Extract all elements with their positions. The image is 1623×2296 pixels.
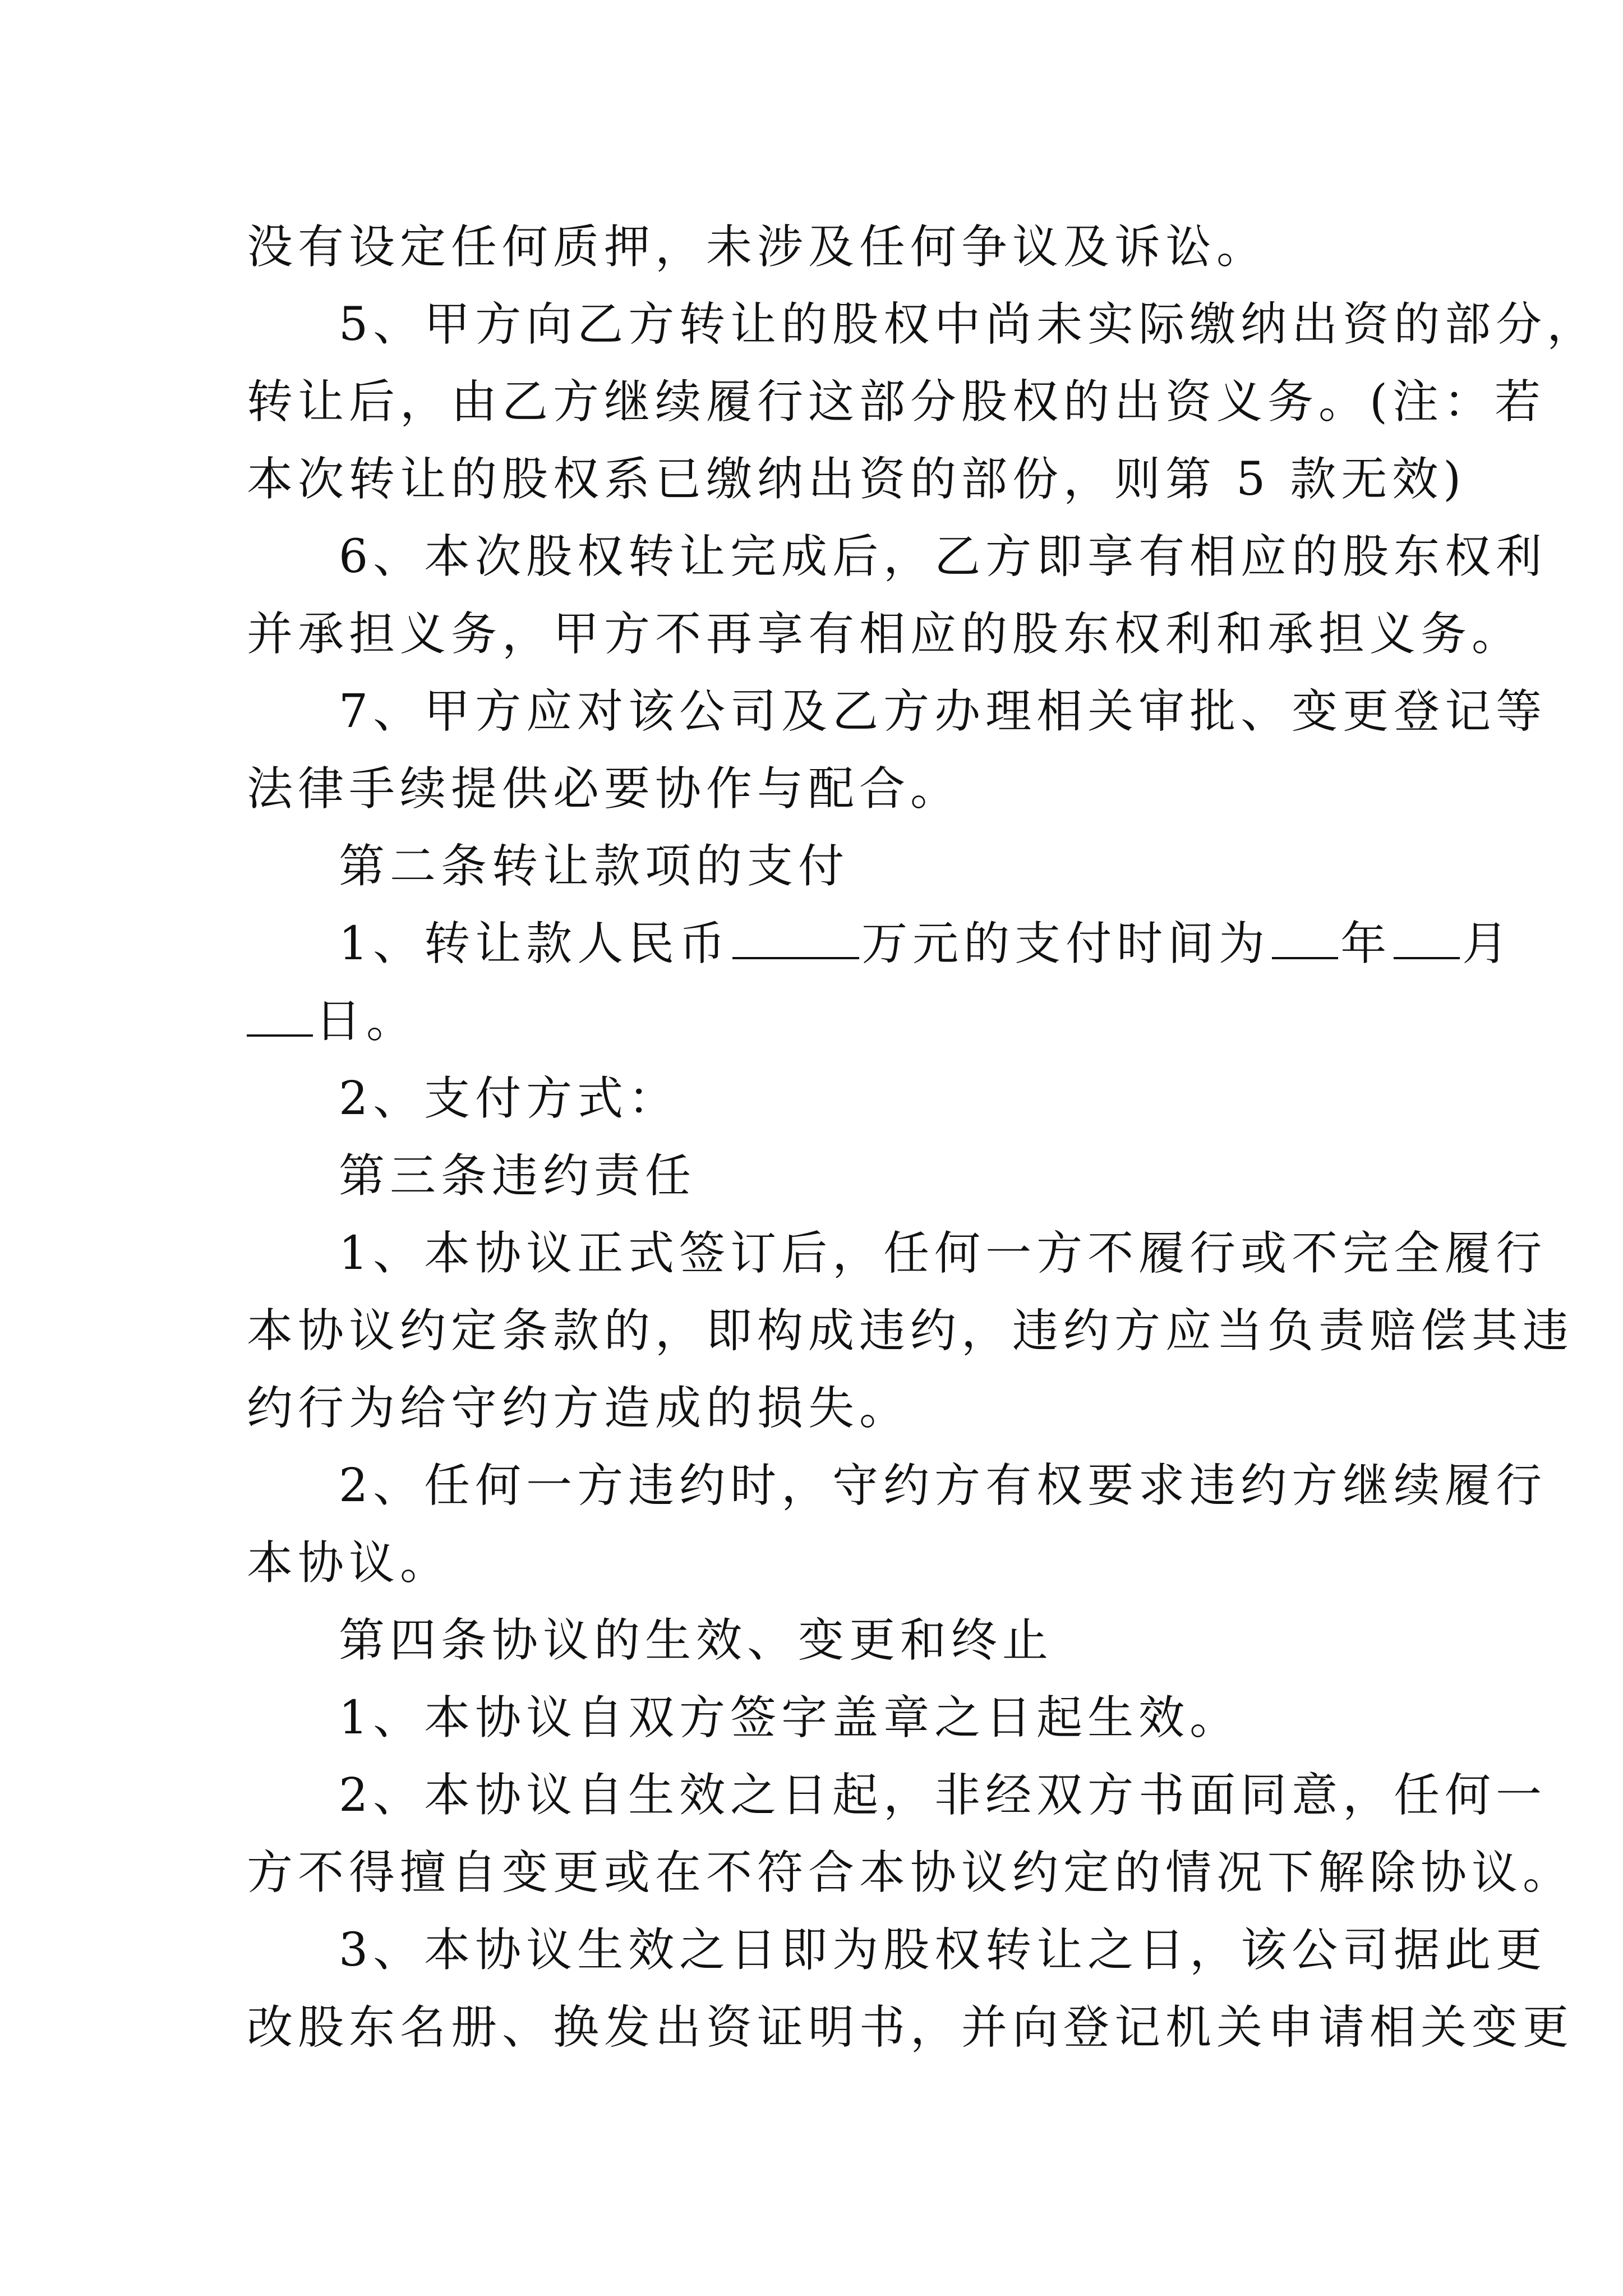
paragraph-line: 3、本协议生效之日即为股权转让之日，该公司据此更	[339, 1924, 1547, 1977]
paragraph-line: 方不得擅自变更或在不符合本协议约定的情况下解除协议。	[247, 1846, 1574, 1899]
payment-text-part: 日。	[315, 995, 418, 1048]
day-blank	[247, 993, 313, 1037]
paragraph-line: 没有设定任何质押，未涉及任何争议及诉讼。	[247, 220, 1268, 274]
amount-blank	[732, 915, 859, 959]
paragraph-line: 改股东名册、换发出资证明书，并向登记机关申请相关变更	[247, 2001, 1574, 2054]
paragraph-line: 转让后，由乙方继续履行这部分股权的出资义务。(注：若	[247, 375, 1546, 429]
paragraph-line: 2、任何一方违约时，守约方有权要求违约方继续履行	[339, 1459, 1547, 1512]
paragraph-line: 并承担义务，甲方不再享有相应的股东权利和承担义务。	[247, 608, 1523, 661]
paragraph-line: 1、本协议自双方签字盖章之日起生效。	[339, 1691, 1241, 1745]
paragraph-line: 5、甲方向乙方转让的股权中尚未实际缴纳出资的部分，	[339, 298, 1598, 351]
section-heading-article-3: 第三条违约责任	[339, 1149, 697, 1203]
payment-text-part: 1、转让款人民币	[339, 917, 731, 970]
paragraph-line: 法律手续提供必要协作与配合。	[247, 762, 962, 816]
section-heading-article-2: 第二条转让款项的支付	[339, 840, 850, 893]
paragraph-line: 本次转让的股权系已缴纳出资的部份，则第 5 款无效)	[247, 453, 1467, 506]
paragraph-line: 约行为给守约方造成的损失。	[247, 1382, 911, 1435]
paragraph-line: 2、本协议自生效之日起，非经双方书面同意，任何一	[339, 1769, 1547, 1822]
paragraph-line: 1、本协议正式签订后，任何一方不履行或不完全履行	[339, 1227, 1547, 1280]
paragraph-line: 本协议约定条款的，即构成违约，违约方应当负责赔偿其违	[247, 1304, 1574, 1358]
payment-text-part: 万元的支付时间为	[861, 917, 1270, 970]
payment-terms-line	[247, 905, 1514, 983]
paragraph-line: 2、支付方式：	[339, 1072, 680, 1125]
document-body	[247, 209, 1598, 2067]
month-blank	[1394, 915, 1460, 959]
payment-terms-line	[247, 983, 1413, 1060]
payment-text-part: 年	[1340, 917, 1392, 970]
payment-text-part: 月	[1462, 917, 1514, 970]
paragraph-line: 6、本次股权转让完成后，乙方即享有相应的股东权利	[339, 530, 1547, 583]
paragraph-line: 本协议。	[247, 1536, 451, 1590]
paragraph-line: 7、甲方应对该公司及乙方办理相关审批、变更登记等	[339, 685, 1547, 738]
section-heading-article-4: 第四条协议的生效、变更和终止	[339, 1614, 1054, 1667]
year-blank	[1272, 915, 1338, 959]
